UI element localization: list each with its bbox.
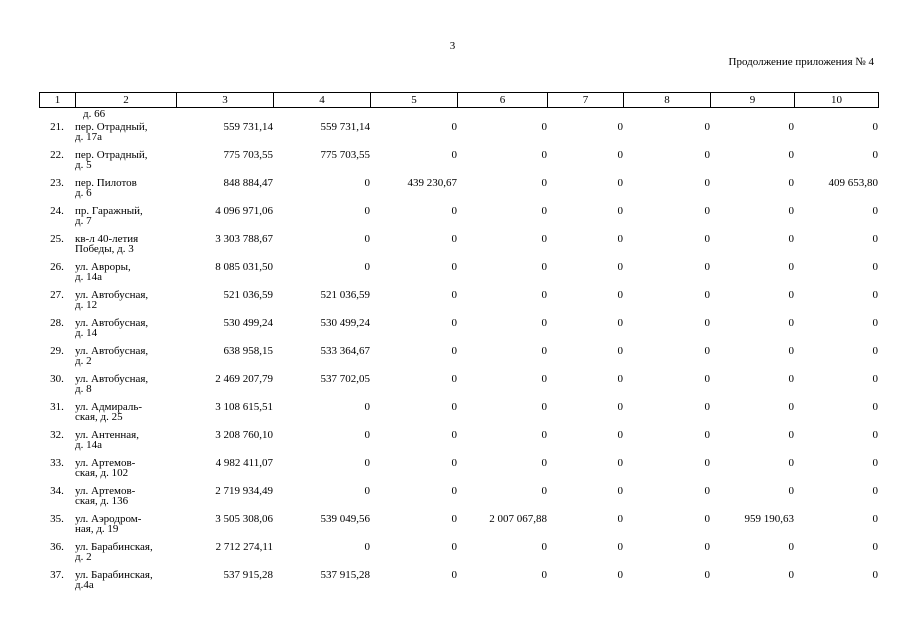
value-c8: 0 <box>704 205 710 217</box>
table-row <box>39 374 878 402</box>
row-number: 21. <box>50 121 64 133</box>
value-c4: 775 703,55 <box>320 149 370 161</box>
value-c3: 848 884,47 <box>223 177 273 189</box>
value-c9: 0 <box>788 289 794 301</box>
value-c10: 0 <box>872 373 878 385</box>
address-line-2: д. 14 <box>75 327 98 339</box>
value-c6: 0 <box>541 345 547 357</box>
value-c8: 0 <box>704 401 710 413</box>
value-c8: 0 <box>704 485 710 497</box>
value-c9: 0 <box>788 429 794 441</box>
table-row <box>39 486 878 514</box>
value-c10: 0 <box>872 345 878 357</box>
value-c4: 533 364,67 <box>320 345 370 357</box>
value-c4: 539 049,56 <box>320 513 370 525</box>
value-c9: 0 <box>788 401 794 413</box>
value-c3: 3 303 788,67 <box>215 233 273 245</box>
address-line-1: пер. Отрадный, <box>75 121 148 133</box>
row-number: 26. <box>50 261 64 273</box>
address-cell <box>75 262 176 290</box>
table-row <box>39 206 878 234</box>
value-c9: 0 <box>788 261 794 273</box>
table-row <box>39 262 878 290</box>
address-line-1: ул. Автобусная, <box>75 317 149 329</box>
address-line-2: Победы, д. 3 <box>75 243 134 255</box>
value-c8: 0 <box>704 233 710 245</box>
address-line-2: ская, д. 25 <box>75 411 123 423</box>
table-row <box>39 458 878 486</box>
value-c10: 0 <box>872 541 878 553</box>
value-c9: 0 <box>788 233 794 245</box>
value-c10: 0 <box>872 429 878 441</box>
row-number: 29. <box>50 345 64 357</box>
row-number: 23. <box>50 177 64 189</box>
address-line-2: д. 17а <box>75 131 102 143</box>
value-c8: 0 <box>704 345 710 357</box>
address-cell <box>75 458 176 486</box>
address-cell <box>75 318 176 346</box>
value-c9: 0 <box>788 317 794 329</box>
address-line-1: кв-л 40-летия <box>75 233 139 245</box>
value-c5: 0 <box>451 569 457 581</box>
address-line-2: д. 7 <box>75 215 92 227</box>
value-c5: 0 <box>451 149 457 161</box>
table-row <box>39 318 878 346</box>
value-c7: 0 <box>617 541 623 553</box>
value-c6: 0 <box>541 149 547 161</box>
value-c10: 0 <box>872 317 878 329</box>
address-line-2: д. 6 <box>75 187 92 199</box>
table-row <box>39 402 878 430</box>
value-c6: 2 007 067,88 <box>489 513 547 525</box>
value-c7: 0 <box>617 121 623 133</box>
value-c10: 0 <box>872 149 878 161</box>
value-c7: 0 <box>617 429 623 441</box>
address-cell <box>75 346 176 374</box>
value-c9: 0 <box>788 121 794 133</box>
address-line-1: ул. Автобусная, <box>75 373 149 385</box>
value-c10: 0 <box>872 205 878 217</box>
value-c5: 0 <box>451 513 457 525</box>
value-c9: 0 <box>788 177 794 189</box>
value-c3: 4 982 411,07 <box>215 457 273 469</box>
value-c7: 0 <box>617 177 623 189</box>
address-cell <box>75 234 176 262</box>
value-c7: 0 <box>617 513 623 525</box>
value-c7: 0 <box>617 149 623 161</box>
column-number: 4 <box>274 93 371 108</box>
value-c7: 0 <box>617 485 623 497</box>
address-cell <box>75 402 176 430</box>
value-c6: 0 <box>541 457 547 469</box>
value-c3: 2 712 274,11 <box>215 541 273 553</box>
address-line-2: д. 14а <box>75 439 102 451</box>
value-c6: 0 <box>541 541 547 553</box>
value-c4: 0 <box>364 233 370 245</box>
page-number: 3 <box>449 40 456 52</box>
value-c3: 775 703,55 <box>223 149 273 161</box>
value-c10: 0 <box>872 457 878 469</box>
value-c9: 0 <box>788 457 794 469</box>
address-line-1: ул. Авроры, <box>75 261 131 273</box>
value-c4: 0 <box>364 485 370 497</box>
column-number: 3 <box>177 93 274 108</box>
value-c6: 0 <box>541 205 547 217</box>
value-c3: 4 096 971,06 <box>215 205 273 217</box>
value-c9: 959 190,63 <box>744 513 794 525</box>
value-c5: 0 <box>451 289 457 301</box>
value-c8: 0 <box>704 121 710 133</box>
address-line-1: ул. Артемов- <box>75 457 136 469</box>
column-number-row <box>40 93 879 108</box>
value-c6: 0 <box>541 233 547 245</box>
address-line-1: ул. Барабинская, <box>75 541 153 553</box>
value-c6: 0 <box>541 177 547 189</box>
value-c4: 0 <box>364 261 370 273</box>
column-number: 2 <box>76 93 177 108</box>
value-c8: 0 <box>704 569 710 581</box>
value-c8: 0 <box>704 373 710 385</box>
value-c5: 0 <box>451 457 457 469</box>
address-cell <box>75 150 176 178</box>
value-c7: 0 <box>617 569 623 581</box>
address-line-1: пер. Отрадный, <box>75 149 148 161</box>
value-c5: 0 <box>451 205 457 217</box>
value-c3: 8 085 031,50 <box>215 261 273 273</box>
table-row <box>39 430 878 458</box>
value-c7: 0 <box>617 345 623 357</box>
value-c3: 3 108 615,51 <box>215 401 273 413</box>
value-c5: 0 <box>451 401 457 413</box>
value-c6: 0 <box>541 121 547 133</box>
value-c6: 0 <box>541 289 547 301</box>
table-row <box>39 542 878 570</box>
value-c8: 0 <box>704 149 710 161</box>
address-line-2: ская, д. 102 <box>75 467 129 479</box>
value-c5: 0 <box>451 485 457 497</box>
row-number: 32. <box>50 429 64 441</box>
column-number: 5 <box>371 93 458 108</box>
address-cell <box>75 374 176 402</box>
row-number: 22. <box>50 149 64 161</box>
address-line-1: ул. Барабинская, <box>75 569 153 581</box>
address-line-2: д. 5 <box>75 159 92 171</box>
row-number: 28. <box>50 317 64 329</box>
row-number: 33. <box>50 457 64 469</box>
value-c10: 0 <box>872 513 878 525</box>
value-c6: 0 <box>541 261 547 273</box>
address-cell <box>75 206 176 234</box>
address-line-2: ская, д. 136 <box>75 495 129 507</box>
data-table <box>39 122 878 598</box>
address-cell <box>75 514 176 542</box>
address-cell <box>75 122 176 150</box>
address-line-1: пр. Гаражный, <box>75 205 143 217</box>
value-c4: 0 <box>364 457 370 469</box>
value-c5: 0 <box>451 429 457 441</box>
value-c9: 0 <box>788 569 794 581</box>
address-line-1: ул. Автобусная, <box>75 345 149 357</box>
value-c6: 0 <box>541 401 547 413</box>
address-line-1: ул. Антенная, <box>75 429 139 441</box>
row-number: 34. <box>50 485 64 497</box>
address-line-2: д. 14а <box>75 271 102 283</box>
value-c7: 0 <box>617 233 623 245</box>
value-c4: 530 499,24 <box>320 317 370 329</box>
value-c8: 0 <box>704 541 710 553</box>
value-c8: 0 <box>704 261 710 273</box>
value-c5: 0 <box>451 317 457 329</box>
address-cell <box>75 290 176 318</box>
value-c7: 0 <box>617 289 623 301</box>
value-c9: 0 <box>788 345 794 357</box>
value-c10: 0 <box>872 121 878 133</box>
address-line-2: д. 2 <box>75 551 92 563</box>
value-c6: 0 <box>541 317 547 329</box>
address-line-1: ул. Артемов- <box>75 485 136 497</box>
value-c4: 537 702,05 <box>320 373 370 385</box>
continued-address: д. 66 <box>83 108 106 120</box>
value-c8: 0 <box>704 513 710 525</box>
column-number: 9 <box>711 93 795 108</box>
value-c8: 0 <box>704 317 710 329</box>
value-c4: 521 036,59 <box>320 289 370 301</box>
value-c10: 0 <box>872 485 878 497</box>
address-line-2: д. 2 <box>75 355 92 367</box>
table-row <box>39 122 878 150</box>
value-c9: 0 <box>788 541 794 553</box>
row-number: 30. <box>50 373 64 385</box>
table-row <box>39 570 878 598</box>
value-c6: 0 <box>541 485 547 497</box>
row-number: 35. <box>50 513 64 525</box>
value-c3: 3 505 308,06 <box>215 513 273 525</box>
value-c3: 3 208 760,10 <box>215 429 273 441</box>
value-c3: 559 731,14 <box>223 121 273 133</box>
value-c10: 409 653,80 <box>828 177 878 189</box>
address-cell <box>75 570 176 598</box>
address-line-1: ул. Аэродром- <box>75 513 142 525</box>
column-number: 6 <box>458 93 548 108</box>
value-c4: 0 <box>364 429 370 441</box>
value-c4: 559 731,14 <box>320 121 370 133</box>
value-c7: 0 <box>617 401 623 413</box>
table-row <box>39 178 878 206</box>
address-line-2: д. 12 <box>75 299 98 311</box>
column-number: 10 <box>795 93 879 108</box>
value-c4: 0 <box>364 177 370 189</box>
value-c3: 537 915,28 <box>223 569 273 581</box>
value-c7: 0 <box>617 261 623 273</box>
value-c6: 0 <box>541 429 547 441</box>
value-c10: 0 <box>872 289 878 301</box>
value-c4: 0 <box>364 401 370 413</box>
value-c5: 0 <box>451 373 457 385</box>
value-c8: 0 <box>704 429 710 441</box>
value-c3: 530 499,24 <box>223 317 273 329</box>
address-cell <box>75 178 176 206</box>
table-row <box>39 150 878 178</box>
table-row <box>39 514 878 542</box>
address-cell <box>75 430 176 458</box>
address-line-2: д.4а <box>75 579 94 591</box>
address-cell <box>75 542 176 570</box>
row-number: 25. <box>50 233 64 245</box>
value-c8: 0 <box>704 289 710 301</box>
address-line-2: д. 8 <box>75 383 92 395</box>
value-c6: 0 <box>541 373 547 385</box>
row-number: 36. <box>50 541 64 553</box>
value-c9: 0 <box>788 373 794 385</box>
table-row <box>39 290 878 318</box>
value-c7: 0 <box>617 373 623 385</box>
value-c5: 0 <box>451 345 457 357</box>
value-c3: 638 958,15 <box>223 345 273 357</box>
value-c10: 0 <box>872 261 878 273</box>
table-row <box>39 346 878 374</box>
address-line-2: ная, д. 19 <box>75 523 119 535</box>
value-c4: 0 <box>364 205 370 217</box>
column-number: 1 <box>40 93 76 108</box>
value-c7: 0 <box>617 205 623 217</box>
value-c7: 0 <box>617 457 623 469</box>
table-row <box>39 234 878 262</box>
value-c5: 0 <box>451 261 457 273</box>
value-c10: 0 <box>872 233 878 245</box>
address-line-1: пер. Пилотов <box>75 177 137 189</box>
value-c6: 0 <box>541 569 547 581</box>
value-c9: 0 <box>788 485 794 497</box>
row-number: 27. <box>50 289 64 301</box>
value-c5: 439 230,67 <box>407 177 457 189</box>
value-c5: 0 <box>451 121 457 133</box>
row-number: 24. <box>50 205 64 217</box>
value-c4: 0 <box>364 541 370 553</box>
value-c5: 0 <box>451 541 457 553</box>
value-c9: 0 <box>788 205 794 217</box>
column-number: 8 <box>624 93 711 108</box>
row-number: 37. <box>50 569 64 581</box>
value-c8: 0 <box>704 177 710 189</box>
value-c3: 521 036,59 <box>223 289 273 301</box>
value-c7: 0 <box>617 317 623 329</box>
column-number: 7 <box>548 93 624 108</box>
value-c8: 0 <box>704 457 710 469</box>
address-line-1: ул. Адмираль- <box>75 401 143 413</box>
value-c3: 2 469 207,79 <box>215 373 273 385</box>
value-c5: 0 <box>451 233 457 245</box>
address-line-1: ул. Автобусная, <box>75 289 149 301</box>
value-c10: 0 <box>872 569 878 581</box>
value-c10: 0 <box>872 401 878 413</box>
value-c3: 2 719 934,49 <box>215 485 273 497</box>
address-cell <box>75 486 176 514</box>
column-header-table <box>39 92 879 108</box>
row-number: 31. <box>50 401 64 413</box>
value-c9: 0 <box>788 149 794 161</box>
appendix-note: Продолжение приложения № 4 <box>728 56 874 68</box>
value-c4: 537 915,28 <box>320 569 370 581</box>
